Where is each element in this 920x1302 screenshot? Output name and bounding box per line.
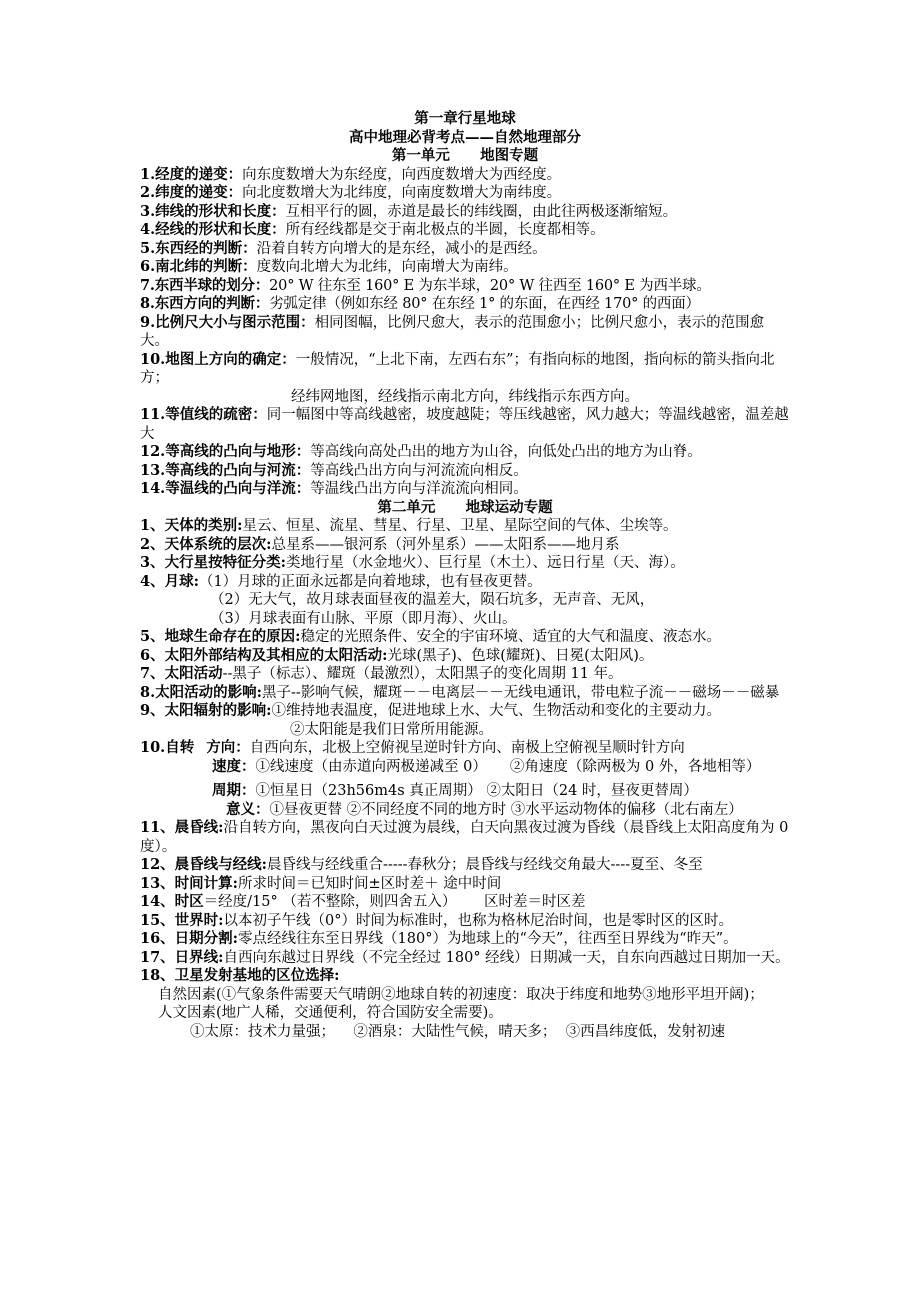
list-item: 15、世界时:以本初子午线（0°）时间为标准时，也称为格林尼治时间，也是零时区的区时。 [140, 911, 734, 929]
list-item: 9、太阳辐射的影响:①维持地表温度，促进地球上水、大气、生物活动和变化的主要动力。 [140, 702, 721, 719]
list-item: 9.比例尺大小与图示范围：相同图幅，比例尺愈大，表示的范围愈小；比例尺愈小，表示的范围愈大。 [140, 313, 765, 349]
list-item-continuation: 经纬网地图，经线指示南北方向，纬线指示东西方向。 [291, 388, 639, 405]
unit1-title: 第一单元 地图专题 [391, 147, 539, 164]
unit2-list [140, 517, 790, 1041]
list-item: 5、地球生命存在的原因:稳定的光照条件、安全的宇宙环境、适宜的大气和温度、液态水。 [140, 628, 721, 645]
document-page [140, 110, 790, 1041]
list-item: 18、卫星发射基地的区位选择: [140, 967, 340, 984]
list-item: 6、太阳外部结构及其相应的太阳活动:光球(黑子)、色球(耀斑)、日冕(太阳风)。 [140, 646, 654, 664]
list-item: 6.南北纬的判断：度数向北增大为北纬，向南增大为南纬。 [140, 258, 518, 275]
unit2-title: 第二单元 地球运动专题 [377, 498, 553, 516]
list-item: 1.经度的递变：向东度数增大为东经度，向西度数增大为西经度。 [140, 165, 562, 183]
launch-natural-factors: 自然因素(①气象条件需要天气晴朗②地球自转的初速度：取决于纬度和地势③地形平坦开阔)； [158, 986, 764, 1003]
list-item: 11、晨昏线:沿自转方向，黑夜向白天过渡为晨线，白天向黑夜过渡为昏线（晨昏线上太阳高度角为 0 度）。 [140, 819, 789, 855]
rotation-period: 周期：①恒星日（23h56m4s 真正周期） ②太阳日（24 时，昼夜更替周） [212, 782, 698, 799]
launch-human-factors: 人文因素(地广人稀，交通便利，符合国防安全需要)。 [158, 1005, 503, 1021]
document-title: 高中地理必背考点——自然地理部分 [349, 128, 581, 146]
list-item-continuation: （2）无大气，故月球表面昼夜的温差大，陨石坑多，无声音、无风， [210, 592, 655, 608]
list-item: 7.东西半球的划分：20° W 往东至 160° E 为东半球，20° W 往西至 160° E 为西半球。 [140, 276, 711, 294]
list-item: 16、日期分割:零点经线往东至日界线（180°）为地球上的“今天”，往西至日界线为“昨天”。 [140, 930, 738, 947]
list-item-continuation: （3）月球表面有山脉、平原（即月海）、火山。 [210, 610, 517, 627]
list-item: 10.地图上方向的确定：一般情况，“上北下南，左西右东”；有指向标的地图，指向标的箭头指向北方； [140, 350, 775, 386]
list-item: 8.太阳活动的影响:黑子--影响气候，耀斑－－电离层－－无线电通讯，带电粒子流－－磁场－－磁暴 [140, 683, 780, 701]
unit1-list [140, 166, 790, 499]
list-item: 4、月球:（1）月球的正面永远都是向着地球，也有昼夜更替。 [140, 572, 542, 590]
rotation-meaning: 意义：①昼夜更替 ②不同经度不同的地方时 ③水平运动物体的偏移（北右南左） [226, 800, 743, 818]
list-item: 5.东西经的判断：沿着自转方向增大的是东经，减小的是西经。 [140, 239, 547, 257]
list-item: 12、晨昏线与经线:晨昏线与经线重合-----春秋分；晨昏线与经线交角最大----夏至、冬至 [140, 856, 703, 873]
list-item: 12.等高线的凸向与地形：等高线向高处凸出的地方为山谷，向低处凸出的地方为山脊。 [140, 443, 702, 460]
list-item: 8.东西方向的判断：劣弧定律（例如东经 80° 在东经 1° 的东面，在西经 170° 的西面） [140, 295, 700, 312]
list-item: 13、时间计算:所求时间＝已知时间±区时差＋ 途中时间 [140, 874, 502, 892]
launch-bases: ①太原：技术力量强； ②酒泉：大陆性气候，晴天多； ③西昌纬度低，发射初速 [190, 1023, 726, 1040]
list-item: 14.等温线的凸向与洋流：等温线凸出方向与洋流流向相同。 [140, 480, 528, 497]
list-item: 2、天体系统的层次:总星系——银河系（河外星系）——太阳系——地月系 [140, 535, 620, 553]
list-item: 3.纬线的形状和长度：互相平行的圆，赤道是最长的纬线圈，由此往两极逐渐缩短。 [140, 202, 678, 220]
list-item: 11.等值线的疏密：同一幅图中等高线越密，坡度越陡；等压线越密，风力越大；等温线越密，温差越大 [140, 406, 789, 442]
list-item: 17、日界线:自西向东越过日界线（不完全经过 180° 经线）日期减一天，自东向西越过日期加一天。 [140, 948, 790, 966]
list-item: 2.纬度的递变：向北度数增大为北纬度，向南度数增大为南纬度。 [140, 184, 562, 201]
list-item: 1、天体的类别:星云、恒星、流星、彗星、行星、卫星、星际空间的气体、尘埃等。 [140, 517, 678, 534]
rotation-speed: 速度：①线速度（由赤道向两极递减至 0） ②角速度（除两极为 0 外，各地相等） [212, 757, 761, 775]
rotation-direction: 10.自转 方向：自西向东，北极上空俯视呈逆时针方向、南极上空俯视呈顺时针方向 [140, 739, 685, 756]
chapter-title: 第一章行星地球 [414, 110, 516, 127]
list-item: 7、太阳活动--黑子（标志）、耀斑（最激烈），太阳黑子的变化周期 11 年。 [140, 665, 623, 682]
list-item: 13.等高线的凸向与河流：等高线凸出方向与河流流向相反。 [140, 461, 528, 479]
list-item: 3、大行星按特征分类:类地行星（水金地火）、巨行星（木土）、远日行星（天、海）。 [140, 554, 685, 571]
list-item: 4.经线的形状和长度：所有经线都是交于南北极点的半圆，长度都相等。 [140, 221, 605, 238]
list-item-continuation: ②太阳能是我们日常所用能源。 [290, 721, 493, 738]
list-item: 14、时区＝经度/15° （若不整除，则四舍五入） 区时差＝时区差 [140, 893, 586, 910]
